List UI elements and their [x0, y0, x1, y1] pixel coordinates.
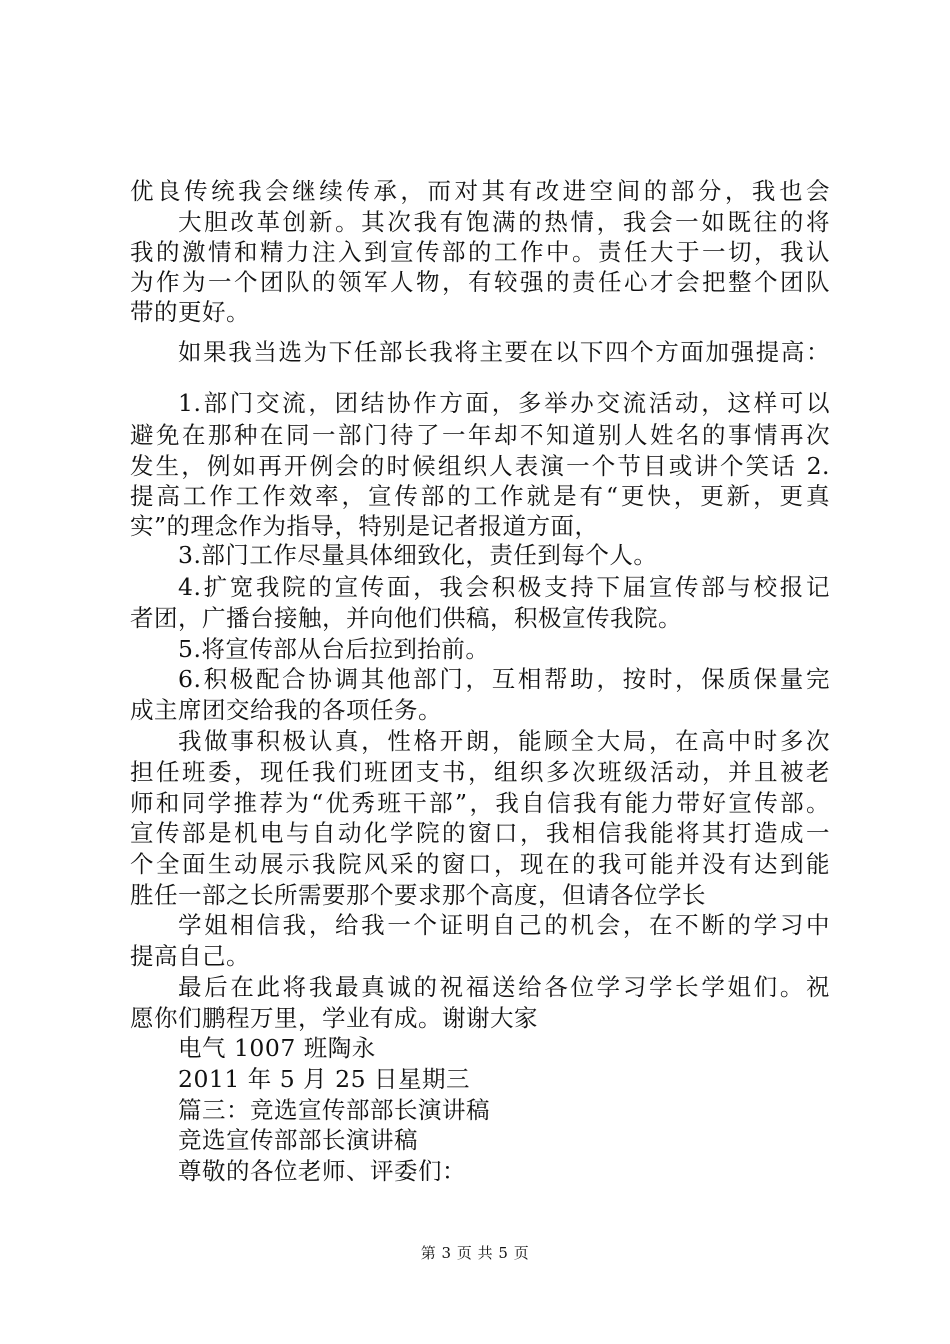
text-line-27: 愿你们鹏程万里，学业有成。谢谢大家	[130, 1004, 538, 1032]
text-line-21: 宣传部是机电与自动化学院的窗口，我相信我能将其打造成一	[130, 819, 830, 847]
text-line-22: 个全面生动展示我院风采的窗口，现在的我可能并没有达到能	[130, 850, 830, 878]
text-line-24: 学姐相信我，给我一个证明自己的机会，在不断的学习中	[178, 911, 830, 939]
signature-line: 电气 1007 班陶永	[178, 1034, 376, 1062]
salutation-line: 尊敬的各位老师、评委们：	[178, 1157, 466, 1185]
text-line-6: 如果我当选为下任部长我将主要在以下四个方面加强提高：	[178, 338, 830, 366]
text-line-23: 胜任一部之长所需要那个要求那个高度，但请各位学长	[130, 881, 706, 909]
text-line-25: 提高自己。	[130, 942, 250, 970]
text-line-4: 为作为一个团队的领军人物，有较强的责任心才会把整个团队	[130, 268, 830, 296]
speech-title: 竞选宣传部部长演讲稿	[178, 1126, 418, 1154]
text-line-26: 最后在此将我最真诚的祝福送给各位学习学长学姐们。祝	[178, 973, 830, 1001]
text-line-17: 成主席团交给我的各项任务。	[130, 696, 442, 724]
text-line-3: 我的激情和精力注入到宣传部的工作中。责任大于一切，我认	[130, 238, 830, 266]
text-line-16: 6.积极配合协调其他部门，互相帮助，按时，保质保量完	[178, 665, 830, 693]
text-line-20: 师和同学推荐为“优秀班干部”，我自信我有能力带好宣传部。	[130, 789, 830, 817]
date-line: 2011 年 5 月 25 日星期三	[178, 1065, 471, 1093]
text-line-5: 带的更好。	[130, 298, 250, 326]
text-line-11: 实”的理念作为指导，特别是记者报道方面，	[130, 512, 599, 540]
text-line-2: 大胆改革创新。其次我有饱满的热情，我会一如既往的将	[178, 208, 830, 236]
text-line-12: 3.部门工作尽量具体细致化，责任到每个人。	[178, 541, 658, 569]
page-footer: 第 3 页 共 5 页	[420, 1244, 530, 1262]
text-line-14: 者团，广播台接触，并向他们供稿，积极宣传我院。	[130, 604, 682, 632]
section-heading: 篇三：竞选宣传部部长演讲稿	[178, 1096, 490, 1124]
text-line-19: 担任班委，现任我们班团支书，组织多次班级活动，并且被老	[130, 758, 830, 786]
text-line-9: 发生，例如再开例会的时候组织人表演一个节目或讲个笑话 2.	[130, 452, 830, 480]
text-line-1: 优良传统我会继续传承，而对其有改进空间的部分，我也会	[130, 177, 830, 205]
text-line-7: 1.部门交流，团结协作方面，多举办交流活动，这样可以	[178, 389, 830, 417]
text-line-8: 避免在那种在同一部门待了一年却不知道别人姓名的事情再次	[130, 421, 830, 449]
text-line-18: 我做事积极认真，性格开朗，能顾全大局，在高中时多次	[178, 727, 830, 755]
text-line-13: 4.扩宽我院的宣传面，我会积极支持下届宣传部与校报记	[178, 573, 830, 601]
text-line-10: 提高工作工作效率，宣传部的工作就是有“更快，更新，更真	[130, 482, 830, 510]
text-line-15: 5.将宣传部从台后拉到抬前。	[178, 635, 490, 663]
